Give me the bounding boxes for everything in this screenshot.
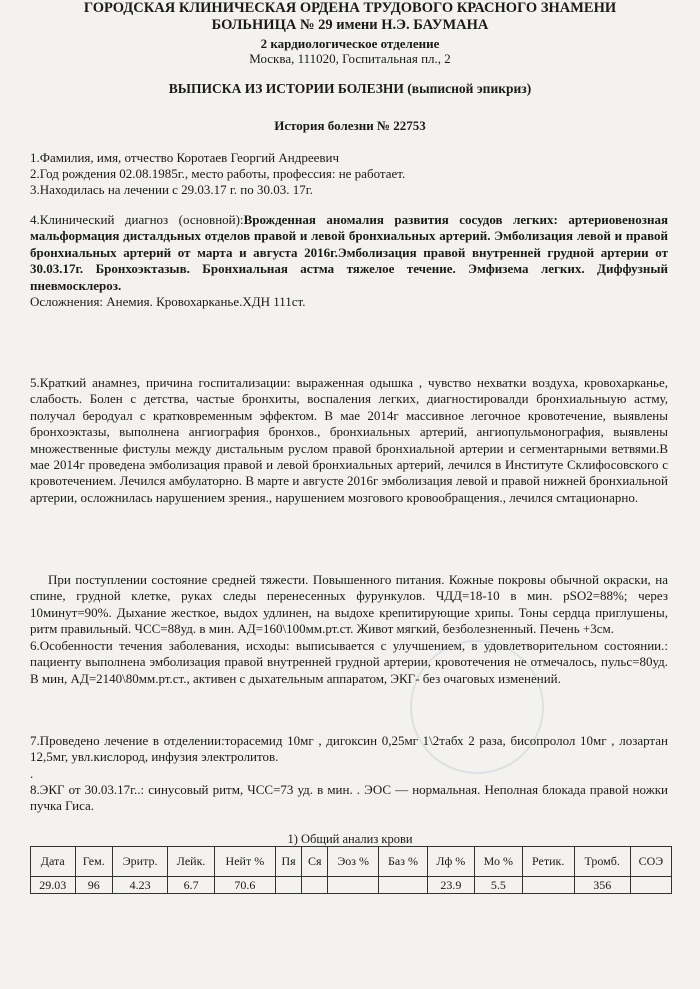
document-title: ВЫПИСКА ИЗ ИСТОРИИ БОЛЕЗНИ (выписной эпикриз) bbox=[168, 81, 532, 96]
blood-table-cell bbox=[302, 877, 328, 894]
course-section: 6.Особенности течения заболевания, исходы: выписывается с улучшением, в удовлетворительном состоянии.: пациенту выполнена эмболизация правой внутренней грудной артерии, кровотечения не отмечалось, пульс=80уд. В мин, АД=2140\80мм.рт.ст., активен с дыхательным аппаратом, ЭКГ- без очаговых изменений. bbox=[30, 638, 668, 686]
blood-table-cell bbox=[328, 877, 379, 894]
blood-table-header-cell: Нейт % bbox=[215, 847, 276, 877]
field-stay-dates: 3.Находилась на лечении с 29.03.17 г. по 30.03. 17г. bbox=[30, 182, 313, 197]
blood-table-row bbox=[31, 877, 672, 894]
blood-table-header-cell: Ся bbox=[302, 847, 328, 877]
diagnosis-label: 4.Клинический диагноз (основной): bbox=[30, 212, 244, 227]
blood-table-cell: 70.6 bbox=[215, 877, 276, 894]
blood-table-header-cell: Пя bbox=[275, 847, 302, 877]
diagnosis-text: Врожденная аномалия развития сосудов легких: артериовенозная мальформация дисталдьных отделов правой и левой бронхиальных артерий. Эмболизация левой и правой бронхиальных артерий от марта и августа 2016г.Эмболизация правой внутренней грудной артерии от 30.03.17г. Бронхоэктазыв. Бронхиальная астма тяжелое течение. Эмфизема легких. Диффузный пневмосклероз. bbox=[30, 212, 668, 293]
stray-dot: . bbox=[30, 766, 34, 781]
blood-table-header-cell: Ретик. bbox=[522, 847, 574, 877]
blood-table-header-cell: Эритр. bbox=[112, 847, 167, 877]
blood-table-header-cell: Баз % bbox=[379, 847, 428, 877]
blood-test-table bbox=[30, 846, 672, 894]
blood-table-cell bbox=[275, 877, 302, 894]
blood-table-header-cell: Лейк. bbox=[168, 847, 215, 877]
complications: Осложнения: Анемия. Кровохарканье.ХДН 111ст. bbox=[30, 294, 306, 310]
admission-status: При поступлении состояние средней тяжести. Повышенного питания. Кожные покровы обычной окраски, на спине, грудной клетке, руках следы перенесенных фурункулов. ЧДД=18-10 в мин. pSO2=88%; через 10минут=90%. Дыхание жесткое, выдох удлинен, на выдохе крепитирующие хрипы. Тоны сердца приглушены, ритм правильный. ЧСС=88уд. в мин. АД=160\100мм.рт.ст. Живот мягкий, безболезненный. Печень +3см. bbox=[30, 572, 668, 637]
blood-table-cell: 96 bbox=[75, 877, 112, 894]
blood-table-header-cell: Эоз % bbox=[328, 847, 379, 877]
blood-table-cell: 29.03 bbox=[31, 877, 76, 894]
blood-table-header-cell: Дата bbox=[31, 847, 76, 877]
hospital-name-line1: ГОРОДСКАЯ КЛИНИЧЕСКАЯ ОРДЕНА ТРУДОВОГО КРАСНОГО ЗНАМЕНИ bbox=[83, 0, 617, 16]
diagnosis-section bbox=[30, 212, 668, 310]
hospital-name-line2: БОЛЬНИЦА № 29 имени Н.Э. БАУМАНА bbox=[211, 17, 489, 33]
blood-table-header-cell: Тромб. bbox=[574, 847, 630, 877]
blood-table-cell: 6.7 bbox=[168, 877, 215, 894]
blood-table-cell: 356 bbox=[574, 877, 630, 894]
blood-table-cell: 23.9 bbox=[427, 877, 474, 894]
blood-table-cell bbox=[630, 877, 671, 894]
treatment-section: 7.Проведено лечение в отделении:торасемид 10мг , дигоксин 0,25мг 1\2табх 2 раза, бисопролол 10мг , лозартан 12,5мг, увл.кислород, инфузия электролитов. bbox=[30, 733, 668, 765]
blood-table-header-cell: Гем. bbox=[75, 847, 112, 877]
field-patient-name: 1.Фамилия, имя, отчество Коротаев Георгий Андреевич bbox=[30, 150, 339, 165]
history-number: История болезни № 22753 bbox=[274, 118, 426, 133]
blood-table-cell: 5.5 bbox=[474, 877, 522, 894]
blood-table-header-cell: Мо % bbox=[474, 847, 522, 877]
field-birth-date: 2.Год рождения 02.08.1985г., место работы, профессия: не работает. bbox=[30, 166, 406, 181]
department-name: 2 кардиологическое отделение bbox=[260, 36, 440, 51]
blood-table-header-cell: СОЭ bbox=[630, 847, 671, 877]
faded-stamp bbox=[410, 640, 544, 774]
blood-table-header-cell: Лф % bbox=[427, 847, 474, 877]
ecg-section: 8.ЭКГ от 30.03.17г..: синусовый ритм, ЧСС=73 уд. в мин. . ЭОС — нормальная. Неполная блокада правой ножки пучка Гиса. bbox=[30, 782, 668, 814]
blood-table-header-row bbox=[31, 847, 672, 877]
anamnesis-section: 5.Краткий анамнез, причина госпитализации: выраженная одышка , чувство нехватки воздуха, кровохарканье, слабость. Болен с детства, частые бронхиты, воспаления легких, диагностировалди бронхиальныую астму, получал беродуал с кратковременным эффектом. В мае 2014г массивное легочное кровотечение, выявлены бронхоэктазы, выполнена ангиография бронхов., бронхиальных артерий, ангиопульмонография, выявлены множественные фистулы между дистальным руслом правой бронхиальной артерии и сегментарными ветвями.В мае 2014г проведена эмболизация правой и левой бронхиальных артерий, лечился в Институте Склифосовского с кровотечением. Лечился амбулаторно. В марте и августе 2016г эмболизация левой и правой нижней бронхиальной артерии, осложнилась нарушением зрения., нарушением мозгового кровообращения., лечился смтационарно. bbox=[30, 375, 668, 505]
hospital-address: Москва, 111020, Госпитальная пл., 2 bbox=[249, 51, 451, 66]
blood-table-cell: 4.23 bbox=[112, 877, 167, 894]
blood-table-caption: 1) Общий анализ крови bbox=[287, 832, 413, 846]
blood-table-cell bbox=[522, 877, 574, 894]
blood-table-cell bbox=[379, 877, 428, 894]
